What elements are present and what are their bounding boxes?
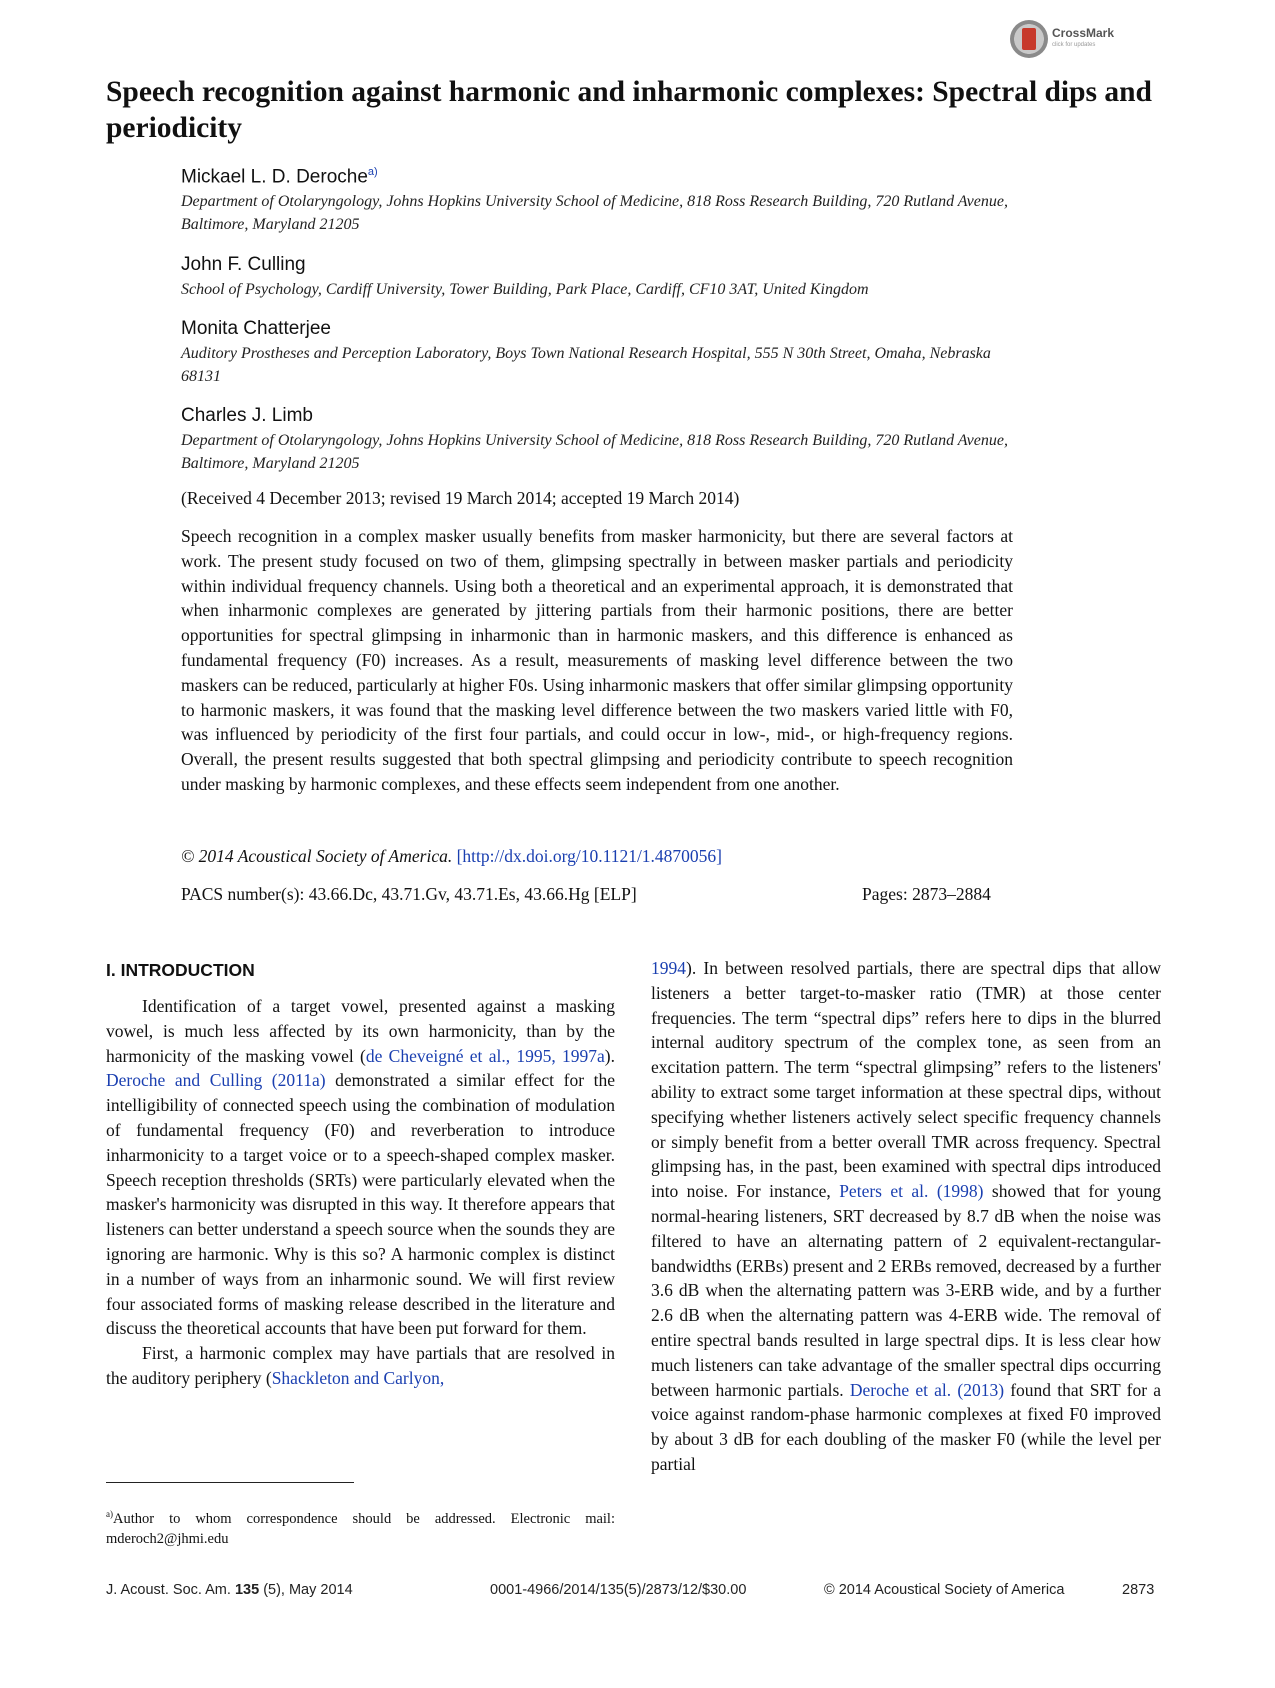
text-run: found that SRT for a voice against random-phase harmonic complexes at fixed F0 improved by about 3 dB for each doubling of the masker F0 (while the level per partial — [651, 1379, 1161, 1474]
citation-link[interactable]: de Cheveigné et al., 1995, 1997a — [365, 1045, 605, 1066]
author-affiliation-1: Department of Otolaryngology, Johns Hopkins University School of Medicine, 818 Ross Research Building, 720 Rutland Avenue, Baltimore, Maryland 21205 — [181, 193, 1008, 233]
paper-title: Speech recognition against harmonic and inharmonic complexes: Spectral dips and periodicity — [106, 76, 1152, 144]
paragraph — [651, 956, 1161, 1477]
author-footnote-mark[interactable]: a) — [367, 166, 378, 178]
author-name-2: John F. Culling — [181, 254, 306, 275]
left-column — [106, 994, 615, 1391]
footer-volume: 135 — [234, 1582, 260, 1598]
citation-link[interactable]: Deroche and Culling (2011a) — [106, 1070, 326, 1091]
author-affiliation-2: School of Psychology, Cardiff University, Tower Building, Park Place, Cardiff, CF10 3AT, United Kingdom — [181, 281, 869, 298]
paragraph — [106, 1341, 615, 1391]
text-run: ). In between resolved partials, there are spectral dips that allow listeners a better target-to-masker ratio (TMR) at those center frequencies. The term “spectral dips” refers here to dips in the blurred internal auditory spectrum of the complex tone, as seen from an excitation pattern. The term “spectral glimpsing” refers to the listeners' ability to extract some target information at these spectral dips, without specifying whether listeners actively select specific frequency channels or simply benefit from a better overall TMR across frequency. Spectral glimpsing has, in the past, been examined with spectral dips introduced into noise. For instance, — [651, 958, 1161, 1202]
page-range: Pages: 2873–2884 — [862, 884, 991, 904]
text-run: ). — [604, 1045, 615, 1066]
citation-link[interactable]: Shackleton and Carlyon, — [271, 1367, 445, 1388]
crossmark-bookmark-icon — [1022, 28, 1036, 50]
paragraph — [106, 994, 615, 1341]
footnote-divider — [106, 1482, 354, 1483]
author-affiliation-3: Auditory Prostheses and Perception Laboratory, Boys Town National Research Hospital, 555 N 30th Street, Omaha, Nebraska 68131 — [181, 345, 991, 385]
received-dates: (Received 4 December 2013; revised 19 March 2014; accepted 19 March 2014) — [181, 488, 740, 508]
citation-link[interactable]: 1994 — [651, 958, 686, 978]
crossmark-sublabel: click for updates — [1052, 42, 1096, 48]
citation-link[interactable]: Deroche et al. (2013) — [849, 1379, 1005, 1400]
crossmark-badge[interactable] — [1010, 20, 1120, 60]
text-run: showed that for young normal-hearing listeners, SRT decreased by 8.7 dB when the noise was filtered to have an alternating pattern of 2 equivalent-rectangular-bandwidths (ERBs) present and 2 ERBs removed, decreased by a further 3.6 dB when the alternating pattern was 3-ERB wide, and by a further 2.6 dB when the alternating pattern was 4-ERB wide. The removal of entire spectral bands resulted in large spectral dips. It is less clear how much listeners can take advantage of the smaller spectral dips occurring between harmonic partials. — [651, 1181, 1161, 1400]
citation-link[interactable]: Peters et al. (1998) — [839, 1181, 984, 1202]
author-name-3: Monita Chatterjee — [181, 318, 331, 339]
author-name-1: Mickael L. D. Deroche$^{a)}$ — [181, 166, 378, 188]
crossmark-label: CrossMark — [1052, 26, 1115, 40]
doi-link[interactable]: [http://dx.doi.org/10.1121/1.4870056] — [456, 846, 723, 866]
text-run: demonstrated a similar effect for the intelligibility of connected speech using the combination of modulation of fundamental frequency (F0) and reverberation to introduce inharmonicity to a target voice or to a speech-shaped complex masker. Speech reception thresholds (SRTs) were particularly elevated when the masker's harmonicity was disrupted in this way. It therefore appears that listeners can better understand a speech source when the sounds they are ignoring are harmonic. Why is this so? A harmonic complex is distinct in a number of ways from an inharmonic sound. We will first review four associated forms of masking release described in the literature and discuss the theoretical accounts that have been put forward for them. — [106, 1070, 615, 1339]
author-affiliation-4: Department of Otolaryngology, Johns Hopkins University School of Medicine, 818 Ross Research Building, 720 Rutland Avenue, Baltimore, Maryland 21205 — [181, 432, 1008, 472]
footer-society: © 2014 Acoustical Society of America — [824, 1582, 1065, 1598]
right-column — [651, 956, 1161, 1477]
text-run: Identification of a target vowel, presented against a masking vowel, is much less affected by its own harmonicity, than by the harmonicity of the masking vowel ( — [106, 996, 615, 1066]
footnote — [106, 1504, 615, 1549]
footer-code: 0001-4966/2014/135(5)/2873/12/$30.00 — [490, 1582, 747, 1598]
pacs-numbers: PACS number(s): 43.66.Dc, 43.71.Gv, 43.71.Es, 43.66.Hg [ELP] — [181, 884, 637, 904]
author-name-4: Charles J. Limb — [181, 405, 313, 426]
text-run: First, a harmonic complex may have partials that are resolved in the auditory periphery ( — [106, 1343, 615, 1388]
page-number: 2873 — [1122, 1582, 1155, 1598]
footnote-mark: a) — [106, 1509, 113, 1519]
copyright-text: © 2014 Acoustical Society of America. — [181, 846, 453, 866]
copyright-line — [181, 846, 722, 867]
section-heading: I. INTRODUCTION — [106, 960, 255, 980]
abstract: Speech recognition in a complex masker usually benefits from masker harmonicity, but there are several factors at work. The present study focused on two of them, glimpsing spectrally in between masker partials and periodicity within individual frequency channels. Using both a theoretical and an experimental approach, it is demonstrated that when inharmonic complexes are generated by jittering partials from their harmonic positions, there are better opportunities for spectral glimpsing in inharmonic than in harmonic maskers, and this difference is enhanced as fundamental frequency (F0) increases. As a result, measurements of masking level difference between the two maskers can be reduced, particularly at higher F0s. Using inharmonic maskers that offer similar glimpsing opportunity to harmonic maskers, it was found that the masking level difference between the two maskers varied little with F0, was influenced by periodicity of the first four partials, and could occur in low-, mid-, or high-frequency regions. Overall, the present results suggested that both spectral glimpsing and periodicity contribute to speech recognition under masking by harmonic complexes, and these effects seem independent from one another. — [181, 526, 1013, 794]
footer-journal: J. Acoust. Soc. Am. 135 (5), May 2014 — [106, 1582, 353, 1598]
footnote-text: Author to whom correspondence should be addressed. Electronic mail: mderoch2@jhmi.edu — [106, 1510, 615, 1547]
